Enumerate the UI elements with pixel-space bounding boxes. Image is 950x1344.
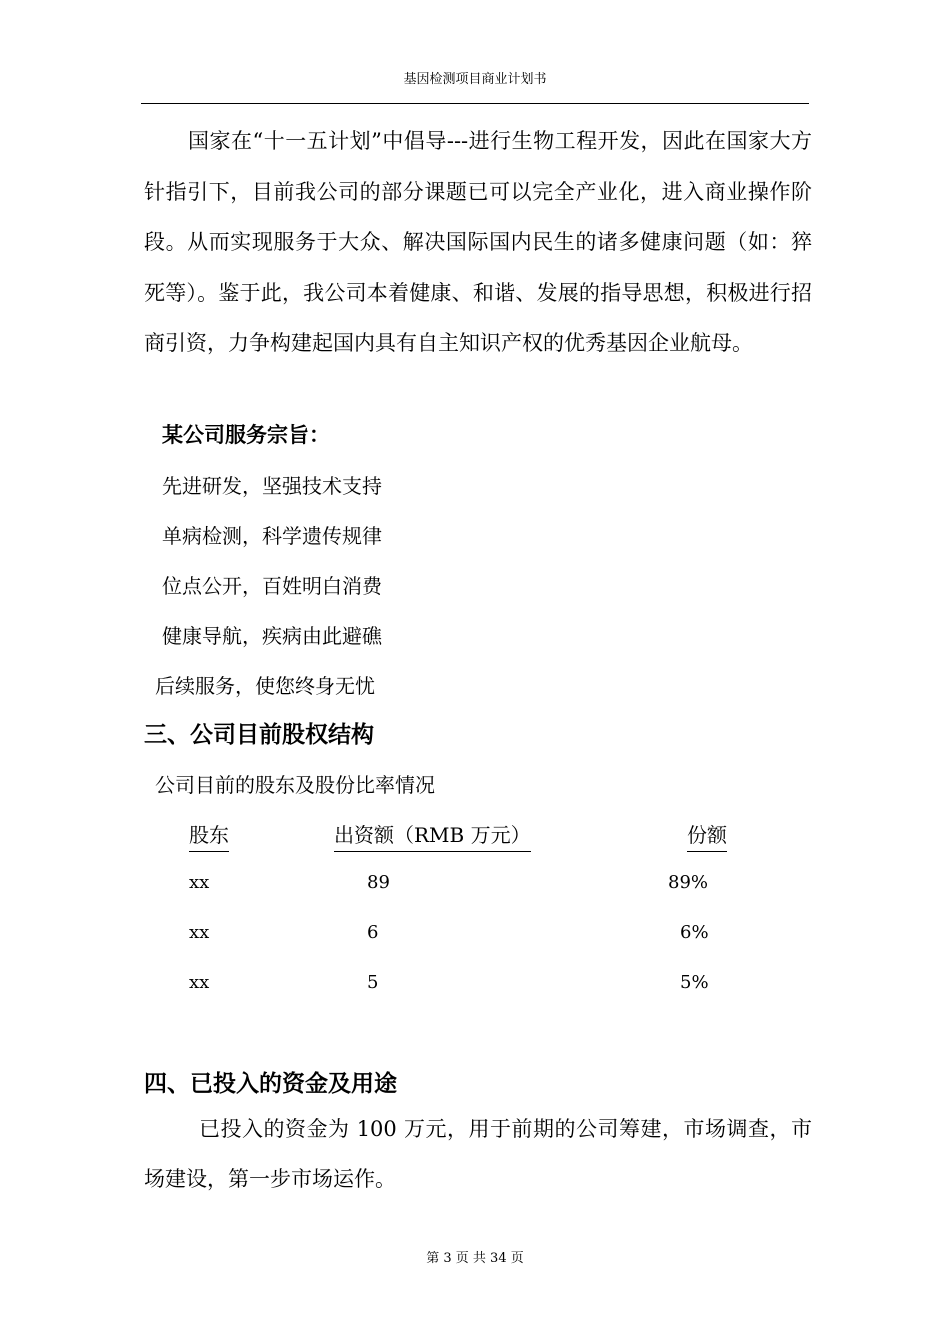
- mission-line: 后续服务，使您终身无忧: [155, 674, 375, 698]
- mission-line: 位点公开，百姓明白消费: [162, 574, 382, 598]
- table-caption: 公司目前的股东及股份比率情况: [155, 773, 435, 797]
- section-4-paragraph: 已投入的资金为 100 万元，用于前期的公司筹建，市场调查，市场建设，第一步市场运作。: [144, 1117, 812, 1191]
- table-cell-shareholder: xx: [189, 872, 210, 893]
- table-cell-share: 89%: [668, 872, 709, 893]
- table-cell-shareholder: xx: [189, 922, 210, 943]
- table-cell-investment: 6: [367, 922, 379, 943]
- page-number: 第 3 页 共 34 页: [426, 1251, 524, 1266]
- header-divider: [141, 103, 809, 104]
- section-3-heading: 三、公司目前股权结构: [144, 722, 374, 748]
- table-header-share: 份额: [687, 819, 727, 852]
- table-cell-share: 5%: [680, 972, 709, 993]
- intro-paragraph: 国家在“十一五计划”中倡导---进行生物工程开发，因此在国家大方针指引下，目前我公司的部分课题已可以完全产业化，进入商业操作阶段。从而实现服务于大众、解决国际国内民生的诸多健康问题（如：猝死等）。鉴于此，我公司本着健康、和谐、发展的指导思想，积极进行招商引资，力争构建起国内具有自主知识产权的优秀基因企业航母。: [144, 129, 812, 355]
- mission-line: 单病检测，科学遗传规律: [162, 524, 382, 548]
- mission-heading: 某公司服务宗旨：: [162, 423, 330, 447]
- table-cell-share: 6%: [680, 922, 709, 943]
- table-header-investment: 出资额（RMB 万元）: [334, 819, 531, 852]
- table-cell-shareholder: xx: [189, 972, 210, 993]
- table-cell-investment: 89: [367, 872, 390, 893]
- mission-line: 健康导航，疾病由此避礁: [162, 624, 382, 648]
- table-cell-investment: 5: [367, 972, 379, 993]
- page-header-title: 基因检测项目商业计划书: [403, 72, 547, 87]
- table-header-shareholder: 股东: [189, 819, 229, 852]
- mission-line: 先进研发，坚强技术支持: [162, 474, 382, 498]
- section-4-heading: 四、已投入的资金及用途: [144, 1071, 397, 1097]
